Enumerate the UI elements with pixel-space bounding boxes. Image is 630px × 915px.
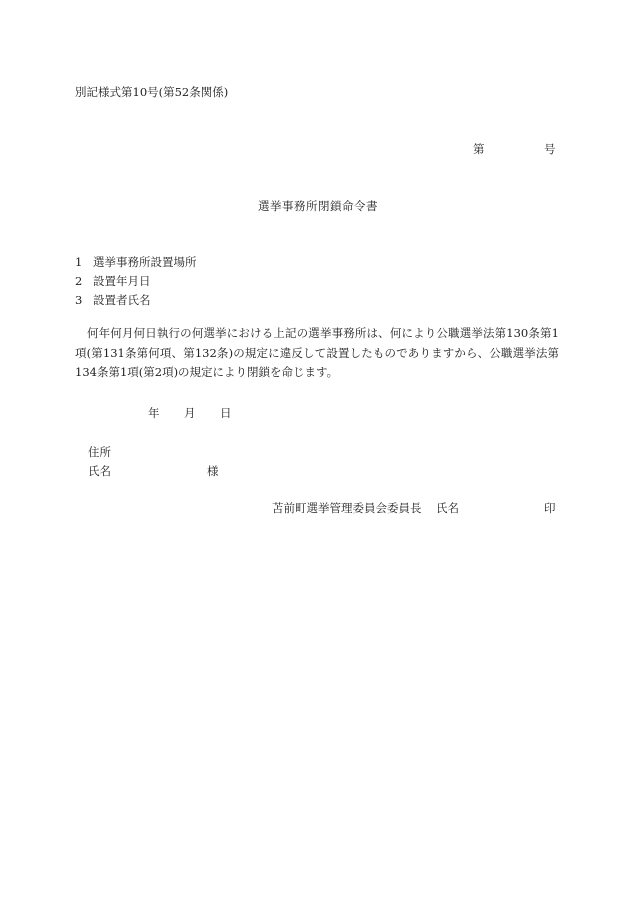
date-month-label: 月 bbox=[184, 406, 196, 420]
item-label: 設置年月日 bbox=[93, 274, 151, 288]
document-title: 選挙事務所閉鎖命令書 bbox=[258, 199, 378, 213]
date-year-label: 年 bbox=[148, 406, 160, 420]
item-number: 1 bbox=[75, 255, 83, 269]
item-label: 設置者氏名 bbox=[93, 293, 151, 307]
body-paragraph: 何年何月何日執行の何選挙における上記の選挙事務所は、何により公職選挙法第130条第1項(第131条第何項、第132条)の規定に違反して設置したものでありますから、公職選挙法第134条第1項(第2項)の規定により閉鎖を命じます。 bbox=[75, 326, 559, 379]
recipient-honorific: 様 bbox=[207, 464, 219, 478]
date-day-label: 日 bbox=[220, 406, 232, 420]
item-label: 選挙事務所設置場所 bbox=[93, 255, 197, 269]
recipient-address-label: 住所 bbox=[88, 445, 111, 459]
document-number-suffix: 号 bbox=[544, 142, 556, 156]
issuer-name-label: 氏名 bbox=[436, 501, 459, 515]
item-number: 3 bbox=[75, 293, 83, 307]
item-number: 2 bbox=[75, 274, 83, 288]
recipient-name-label: 氏名 bbox=[88, 464, 111, 478]
form-reference: 別記様式第10号(第52条関係) bbox=[75, 85, 229, 99]
list-item bbox=[75, 254, 197, 270]
seal-mark: 印 bbox=[544, 501, 556, 515]
list-item bbox=[75, 273, 151, 289]
list-item bbox=[75, 292, 151, 308]
issuer-title: 苫前町選挙管理委員会委員長 bbox=[272, 501, 422, 515]
document-number-prefix: 第 bbox=[473, 142, 485, 156]
